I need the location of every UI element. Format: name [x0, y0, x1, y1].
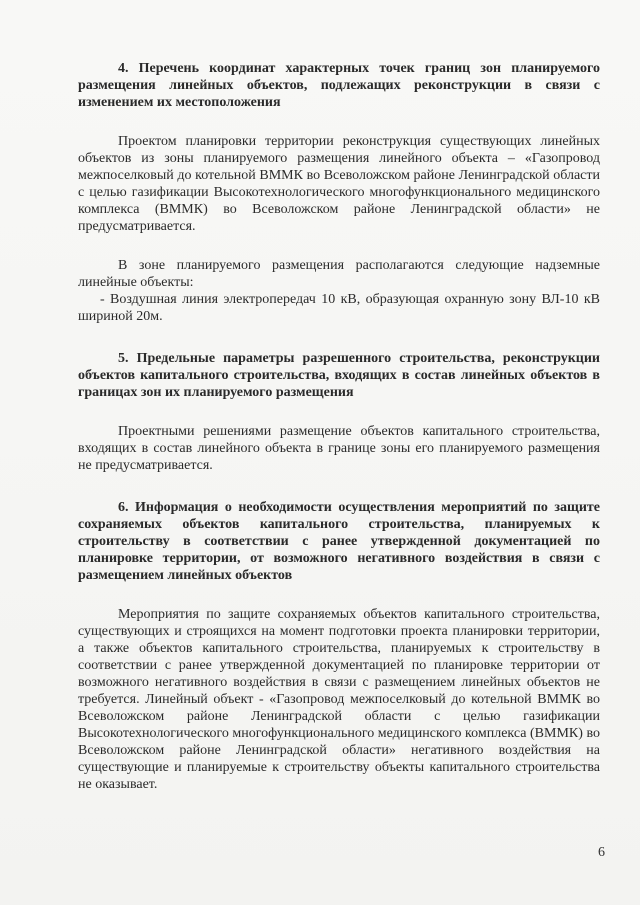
- section-5-paragraph: Проектными решениями размещение объектов капитального строительства, входящих в состав линейного объекта в границе зоны его планируемого размещения не предусматривается.: [78, 424, 600, 473]
- spacer: [78, 235, 600, 257]
- section-4-bullet-item: - Воздушная линия электропередач 10 кВ, образующая охранную зону ВЛ-10 кВ шириной 20м.: [78, 292, 600, 324]
- spacer: [78, 584, 600, 606]
- section-6-paragraph: Мероприятия по защите сохраняемых объектов капитального строительства, существующих и строящихся на момент подготовки проекта планировки территории, а также объектов капитального строительства, планируемых к строительству в соответствии с ранее утвержденной документацией по планировке территории от возможного негативного воздействия в связи с размещением линейных объектов не требуется. Линейный объект - «Газопровод межпоселковый до котельной ВММК во Всеволожском районе Ленинградской области с целью газификации Высокотехнологического многофункционального медицинского комплекса (ВММК) во Всеволожском районе Ленинградской области» негативного воздействия на существующие и планируемые к строительству объекты капитального строительства не оказывает.: [78, 607, 600, 792]
- document-body: [78, 60, 600, 793]
- spacer: [78, 401, 600, 423]
- section-4-paragraph-2: В зоне планируемого размещения располагаются следующие надземные линейные объекты:: [78, 258, 600, 290]
- section-6-heading: 6. Информация о необходимости осуществления мероприятий по защите сохраняемых объектов капитального строительства, планируемых к строительству в соответствии с ранее утвержденной документацией по планировке территории, от возможного негативного воздействия в связи с размещением линейных объектов: [78, 500, 600, 583]
- spacer: [78, 111, 600, 133]
- spacer: [78, 325, 600, 350]
- section-4-heading: 4. Перечень координат характерных точек границ зон планируемого размещения линейных объектов, подлежащих реконструкции в связи с изменением их местоположения: [78, 61, 600, 110]
- spacer: [78, 474, 600, 499]
- section-5-heading: 5. Предельные параметры разрешенного строительства, реконструкции объектов капитального строительства, входящих в состав линейных объектов в границах зон их планируемого размещения: [78, 351, 600, 400]
- section-4-paragraph-1: Проектом планировки территории реконструкция существующих линейных объектов из зоны планируемого размещения линейного объекта – «Газопровод межпоселковый до котельной ВММК во Всеволожском районе Ленинградской области с целью газификации Высокотехнологического многофункционального медицинского комплекса (ВММК) во Всеволожском районе Ленинградской области» не предусматривается.: [78, 134, 600, 234]
- page-number: 6: [598, 845, 605, 860]
